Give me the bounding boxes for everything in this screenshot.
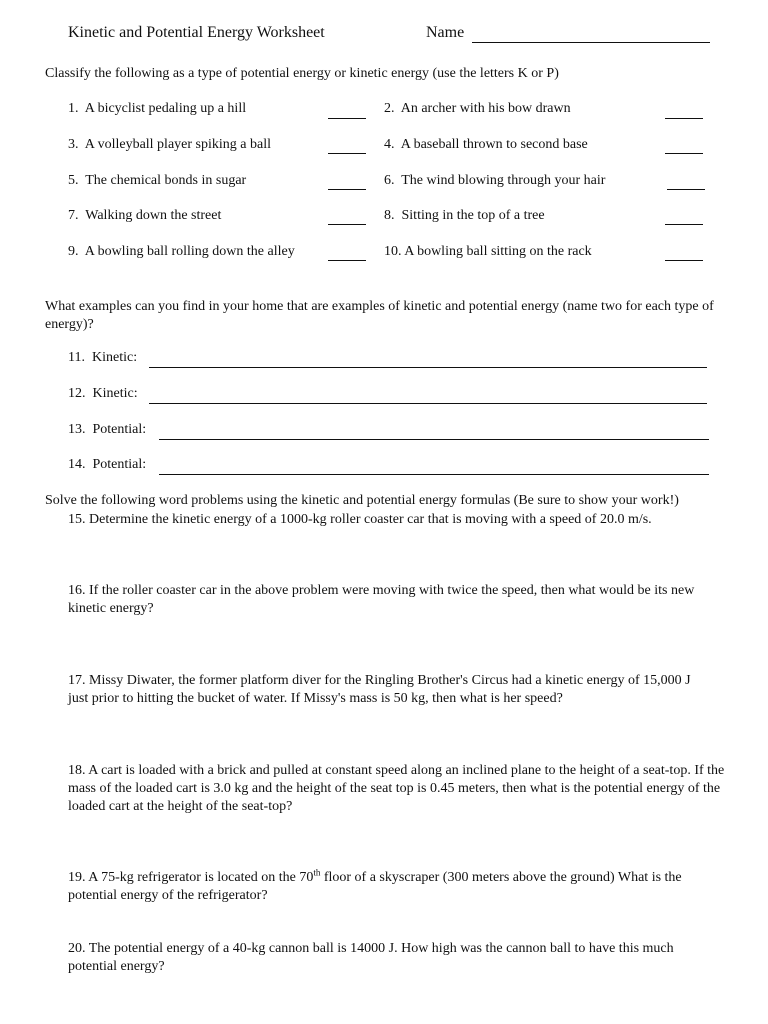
question-19-superscript: th <box>313 867 321 878</box>
answer-line-13[interactable] <box>159 425 709 440</box>
item-text: A bicyclist pedaling up a hill <box>84 101 247 116</box>
item-number: 1. <box>68 101 79 116</box>
item-12 <box>68 386 138 402</box>
answer-blank-8[interactable] <box>665 210 703 225</box>
item-11 <box>68 350 137 366</box>
item-2 <box>384 101 571 117</box>
answer-blank-10[interactable] <box>665 246 703 261</box>
answer-blank-7[interactable] <box>328 210 366 225</box>
item-number: 3. <box>68 137 79 152</box>
item-13 <box>68 422 146 438</box>
item-9 <box>68 244 295 260</box>
answer-blank-5[interactable] <box>328 175 366 190</box>
item-text: A bowling ball sitting on the rack <box>404 244 592 259</box>
name-label: Name <box>426 24 465 41</box>
item-number: 2. <box>384 101 395 116</box>
item-number: 13. <box>68 422 86 437</box>
item-number: 12. <box>68 386 86 401</box>
item-5 <box>68 173 246 189</box>
answer-blank-3[interactable] <box>328 139 366 154</box>
item-label: Kinetic: <box>92 386 138 401</box>
item-number: 8. <box>384 208 395 223</box>
answer-blank-9[interactable] <box>328 246 366 261</box>
answer-line-14[interactable] <box>159 460 709 475</box>
item-14 <box>68 457 146 473</box>
answer-blank-4[interactable] <box>665 139 703 154</box>
item-text: A baseball thrown to second base <box>400 137 588 152</box>
item-7 <box>68 208 221 224</box>
item-text: Sitting in the top of a tree <box>401 208 545 223</box>
question-19-part-a: 19. A 75-kg refrigerator is located on the 70 <box>68 870 314 885</box>
word-problems-instruction: Solve the following word problems using the kinetic and potential energy formulas (Be sure to show your work!) <box>45 493 679 508</box>
examples-instruction: What examples can you find in your home that are examples of kinetic and potential energy (name two for each type of energy)? <box>45 299 714 332</box>
item-text: A volleyball player spiking a ball <box>84 137 271 152</box>
item-10 <box>384 244 592 260</box>
item-number: 14. <box>68 457 86 472</box>
question-19 <box>68 869 728 905</box>
item-label: Potential: <box>92 422 147 437</box>
question-20: 20. The potential energy of a 40-kg cannon ball is 14000 J. How high was the cannon ball to have this much potential energy? <box>68 941 674 974</box>
item-number: 5. <box>68 173 79 188</box>
item-4 <box>384 137 588 153</box>
item-text: An archer with his bow drawn <box>400 101 571 116</box>
question-18: 18. A cart is loaded with a brick and pulled at constant speed along an inclined plane to the height of a seat-top. If the mass of the loaded cart is 3.0 kg and the height of the seat top is 0.45 meters, then what is the potential energy of the loaded cart at the height of the seat-top? <box>68 763 725 814</box>
item-1 <box>68 101 246 117</box>
answer-blank-6[interactable] <box>667 175 705 190</box>
item-3 <box>68 137 271 153</box>
item-text: A bowling ball rolling down the alley <box>84 244 295 259</box>
item-number: 6. <box>384 173 395 188</box>
item-number: 7. <box>68 208 79 223</box>
classify-instruction: Classify the following as a type of potential energy or kinetic energy (use the letters K or P) <box>45 66 559 81</box>
name-field[interactable] <box>472 28 710 43</box>
item-text: The chemical bonds in sugar <box>85 173 247 188</box>
item-number: 9. <box>68 244 79 259</box>
item-number: 10. <box>384 244 402 259</box>
question-17: 17. Missy Diwater, the former platform diver for the Ringling Brother's Circus had a kinetic energy of 15,000 J just prior to hitting the bucket of water. If Missy's mass is 50 kg, then what is her speed? <box>68 673 691 706</box>
item-text: The wind blowing through your hair <box>401 173 606 188</box>
item-label: Potential: <box>92 457 147 472</box>
item-6 <box>384 173 605 189</box>
item-8 <box>384 208 545 224</box>
question-16: 16. If the roller coaster car in the above problem were moving with twice the speed, then what would be its new kinetic energy? <box>68 583 695 616</box>
item-number: 4. <box>384 137 395 152</box>
question-19-part-b: floor of a skyscraper (300 meters above the ground) What is the potential energy of the refrigerator? <box>68 870 682 903</box>
item-text: Walking down the street <box>85 208 222 223</box>
worksheet-title: Kinetic and Potential Energy Worksheet <box>68 24 325 41</box>
answer-blank-1[interactable] <box>328 104 366 119</box>
question-15: 15. Determine the kinetic energy of a 1000-kg roller coaster car that is moving with a speed of 20.0 m/s. <box>68 512 652 527</box>
item-number: 11. <box>68 350 85 365</box>
item-label: Kinetic: <box>91 350 138 365</box>
answer-line-12[interactable] <box>149 389 707 404</box>
answer-blank-2[interactable] <box>665 104 703 119</box>
answer-line-11[interactable] <box>149 353 707 368</box>
